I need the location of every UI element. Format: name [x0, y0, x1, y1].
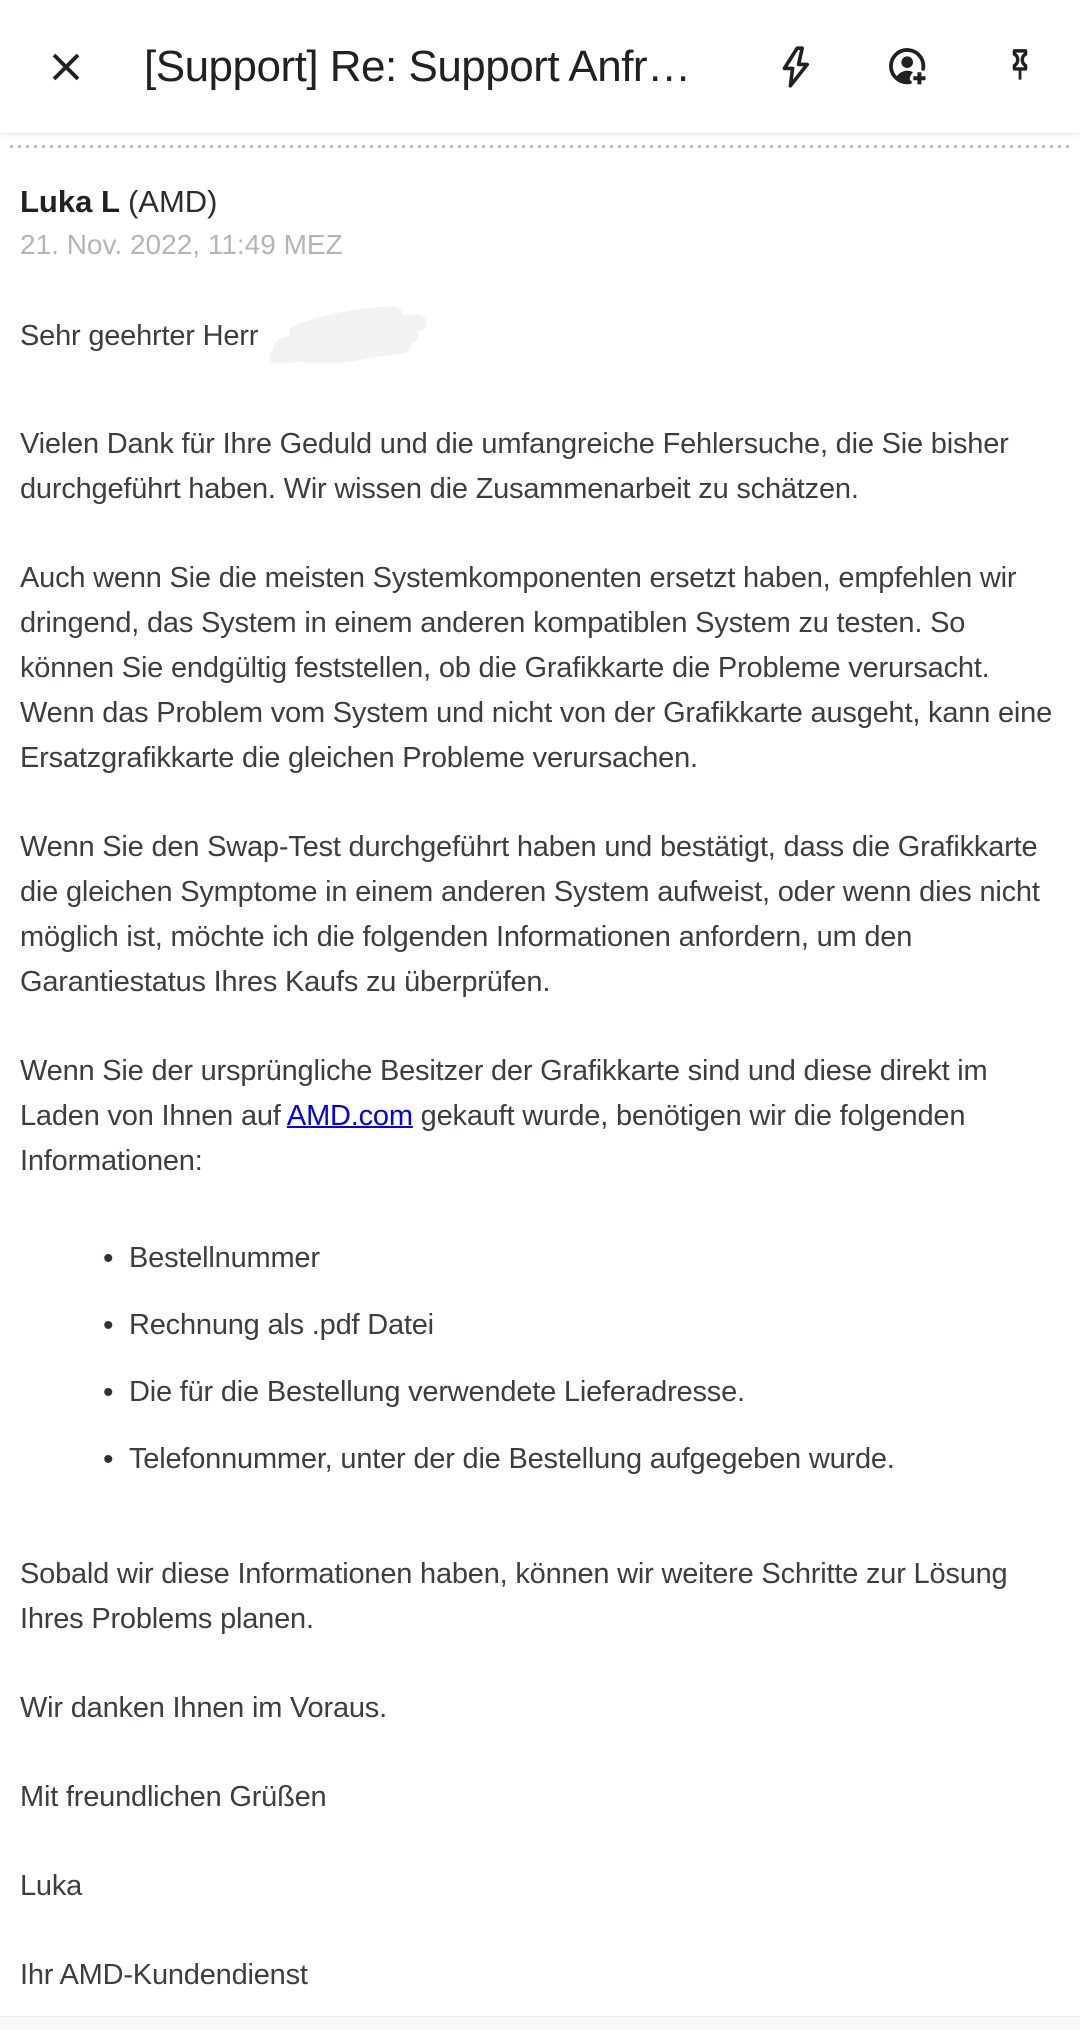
redacted-name-scribble — [268, 303, 436, 363]
sender-name — [20, 182, 1060, 222]
signature-team: Ihr AMD-Kundendienst — [20, 1959, 308, 1991]
bottom-edge-strip — [0, 2016, 1080, 2030]
paragraph-thanks: Vielen Dank für Ihre Geduld und die umfangreiche Fehlersuche, die Sie bisher durchgeführt haben. Wir wissen die Zusammenarbeit zu schätzen. — [20, 428, 1009, 505]
sender-org: (AMD) — [127, 184, 218, 219]
paragraph-regards: Mit freundlichen Grüßen — [20, 1781, 327, 1813]
pin-button[interactable] — [994, 41, 1046, 93]
paragraph-purchase-info — [20, 1049, 1060, 1184]
greeting-line — [20, 303, 1060, 363]
list-item: • Bestellnummer — [103, 1236, 1060, 1281]
sender-timestamp: 21. Nov. 2022, 11:49 MEZ — [20, 229, 343, 260]
paragraph-next-steps: Sobald wir diese Informationen haben, können wir weitere Schritte zur Lösung Ihres Problems planen. — [20, 1558, 1008, 1635]
email-content — [0, 182, 1080, 1998]
list-item: • Telefonnummer, unter der die Bestellung aufgegeben wurde. — [103, 1437, 1060, 1482]
add-contact-button[interactable] — [882, 41, 934, 93]
required-info-list — [20, 1236, 1060, 1482]
app-bar-actions — [770, 41, 1046, 93]
sender-name-text: Luka L — [20, 184, 120, 219]
quick-action-button[interactable] — [770, 41, 822, 93]
list-item: • Die für die Bestellung verwendete Lieferadresse. — [103, 1370, 1060, 1415]
person-add-icon — [884, 43, 932, 91]
purchase-info-before-link: Wenn Sie der ursprüngliche Besitzer der Grafikkarte sind und diese direkt im Laden von Ihnen auf — [20, 1055, 988, 1132]
page-title: [Support] Re: Support Anfr… — [144, 41, 691, 91]
lightning-icon — [772, 43, 820, 91]
list-item: • Rechnung als .pdf Datei — [103, 1303, 1060, 1348]
paragraph-warranty-check: Wenn Sie den Swap-Test durchgeführt haben und bestätigt, dass die Grafikkarte die gleichen Symptome in einem anderen System aufweist, oder wenn dies nicht möglich ist, möchte ich die folgenden Informationen anfordern, um den Garantiestatus Ihres Kaufs zu überprüfen. — [20, 831, 1040, 998]
signature-name: Luka — [20, 1870, 83, 1902]
email-body — [20, 303, 1060, 1998]
greeting-text: Sehr geehrter Herr — [20, 320, 259, 352]
paragraph-swap-recommendation: Auch wenn Sie die meisten Systemkomponenten ersetzt haben, empfehlen wir dringend, das System in einem anderen kompatiblen System zu testen. So können Sie endgültig feststellen, ob die Grafikkarte die Probleme verursacht. Wenn das Problem vom System und nicht von der Grafikkarte ausgeht, kann eine Ersatzgrafikkarte die gleichen Probleme verursachen. — [20, 562, 1053, 774]
purchase-info-after-link: gekauft wurde, benötigen wir die folgenden Informationen: — [20, 1100, 966, 1177]
app-bar — [0, 0, 1080, 133]
close-icon — [44, 45, 88, 89]
close-button[interactable] — [40, 41, 92, 93]
amd-com-link[interactable]: AMD.com — [286, 1100, 413, 1132]
paragraph-thanks-advance: Wir danken Ihnen im Voraus. — [20, 1692, 387, 1724]
dotted-divider — [10, 145, 1070, 148]
pushpin-icon — [997, 44, 1043, 90]
